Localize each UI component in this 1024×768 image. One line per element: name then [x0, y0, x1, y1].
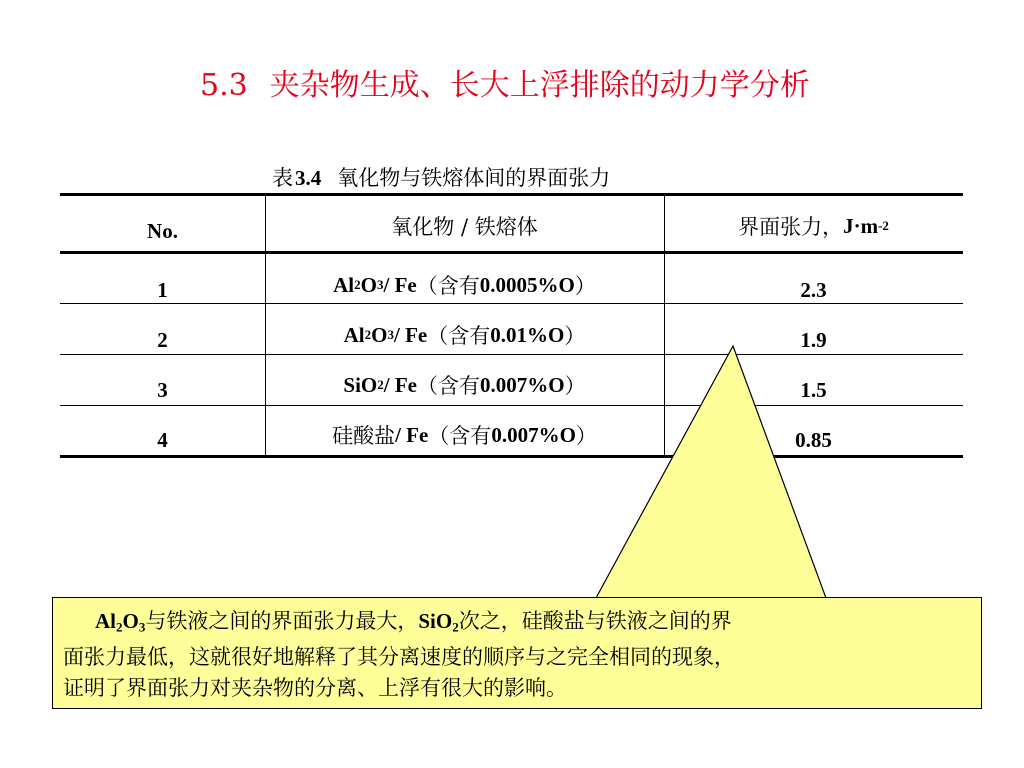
callout-pointer-shape — [596, 346, 826, 598]
caption-number: 3.4 — [295, 166, 322, 190]
row-pair: Al 2 O 3 / Fe （含有 0.0005%O ） — [333, 272, 596, 298]
row-pair: 硅酸盐 / Fe （含有 0.007%O ） — [332, 422, 597, 448]
note-line-3: 证明了界面张力对夹杂物的分离、上浮有很大的影响。 — [63, 676, 567, 701]
header-pair: 氧化物 / 铁熔体 — [391, 215, 538, 239]
caption-prefix: 表 — [272, 166, 293, 190]
row-value: 2.3 — [800, 277, 827, 302]
caption-text: 氧化物与铁熔体间的界面张力 — [337, 166, 611, 190]
row-value: 1.5 — [800, 377, 827, 402]
row-no: 2 — [157, 327, 168, 352]
row-value: 0.85 — [795, 427, 832, 452]
header-no: No. — [147, 218, 178, 243]
row-no: 1 — [157, 277, 168, 302]
note-text — [63, 606, 983, 704]
row-pair: Al 2 O 3 / Fe （含有 0.01%O ） — [343, 322, 586, 348]
note-line-2: 面张力最低，这就很好地解释了其分离速度的顺序与之完全相同的现象， — [63, 645, 735, 670]
row-no: 3 — [157, 377, 168, 402]
note-line-1: $Al_2O_3$与铁液之间的界面张力最大，SiO$_2$次之，硅酸盐与铁液之间的界 — [95, 609, 732, 635]
section-title: 夹杂物生成、长大上浮排除的动力学分析 — [269, 68, 810, 103]
row-value: 1.9 — [800, 327, 827, 352]
row-pair: SiO 2 / Fe （含有 0.007%O ） — [343, 372, 586, 398]
callout-note — [52, 597, 982, 709]
row-no: 4 — [157, 427, 168, 452]
section-number: 5.3 — [200, 68, 248, 103]
header-tension: 界面张力， J·m -2 — [738, 213, 889, 239]
